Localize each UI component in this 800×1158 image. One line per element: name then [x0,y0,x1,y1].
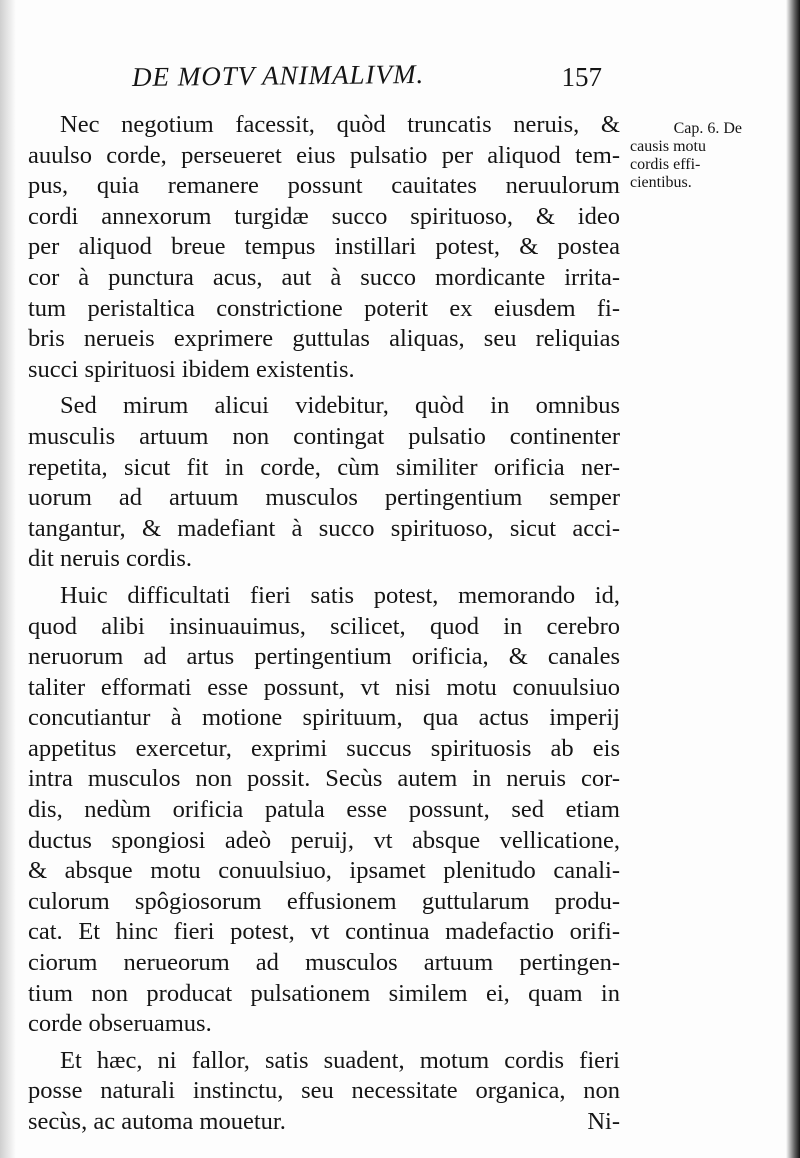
text-line: concutiantur à motione spirituum, qua actus imperij [28,704,620,732]
text-line: musculis artuum non contingat pulsatio continenter [28,422,620,450]
text-line: cor à punctura acus, aut à succo mordicante irrita- [28,263,620,291]
text-line: Sed mirum alicui videbitur, quòd in omnibus [60,392,620,420]
text-line: repetita, sicut fit in corde, cùm similiter orificia ner- [28,453,620,481]
text-line: pus, quia remanere possunt cauitates neruulorum [28,172,620,200]
text-line: quod alibi insinuauimus, scilicet, quod in cerebro [28,612,620,640]
text-line: Huic difficultati fieri satis potest, memorando id, [60,581,620,609]
text-line: uorum ad artuum musculos pertingentium semper [28,484,620,512]
text-line: culorum spôgiosorum effusionem guttularum produ- [28,887,620,915]
final-line [28,1107,620,1138]
text-line: neruorum ad artus pertingentium orificia, & canales [28,643,620,671]
text-line: tium non producat pulsationem similem ei, quam in [28,979,620,1007]
running-head [131,58,602,100]
text-line: corde obseruamus. [28,1010,212,1038]
text-line: secùs, ac automa mouetur. [28,1108,286,1135]
page-number: 157 [561,62,602,92]
text-line: ductus spongiosi adeò peruij, vt absque vellicatione, [28,826,620,854]
margin-note [630,120,742,192]
text-line: dis, nedùm orificia patula esse possunt, sed etiam [28,796,620,824]
text-line: taliter efformati esse possunt, vt nisi motu conuulsiuo [28,673,620,701]
text-line: & absque motu conuulsiuo, ipsamet plenitudo canali- [28,857,620,885]
text-line: Nec negotium facessit, quòd truncatis neruis, & [60,111,620,138]
text-line: succi spirituosi ibidem existentis. [28,355,355,383]
text-line: per aliquod breue tempus instillari potest, & postea [28,233,620,261]
paragraph [28,1046,620,1138]
catchword: Ni- [587,1108,620,1135]
text-line: cordi annexorum turgidæ succo spirituoso, & ideo [28,202,620,230]
text-line: cat. Et hinc fieri potest, vt continua madefactio orifi- [28,918,620,946]
margin-note-line: cordis effi- [630,156,701,173]
text-line: intra musculos non possit. Secùs autem in neruis cor- [28,765,620,793]
paragraph [28,391,620,575]
margin-note-line: causis motu [630,138,706,155]
text-line: tum peristaltica constrictione poterit ex eiusdem fi- [28,294,620,322]
text-line: auulso corde, perseueret eius pulsatio per aliquod tem- [28,141,620,169]
text-line: ciorum nerueorum ad musculos artuum pertingen- [28,949,620,977]
text-line: tangantur, & madefiant à succo spirituoso, sicut acci- [28,514,620,542]
text-line: dit neruis cordis. [28,545,192,573]
paragraph [28,110,620,385]
text-line: appetitus exercetur, exprimi succus spirituosis ab eis [28,734,620,762]
running-title: DE MOTV ANIMALIVM. [131,58,425,92]
text-line: posse naturali instinctu, seu necessitate organica, non [28,1077,620,1105]
text-line: bris nerueis exprimere guttulas aliquas, seu reliquias [28,325,620,353]
body-text [28,110,620,1138]
paragraph [28,581,620,1040]
margin-note-line: Cap. 6. De [673,120,742,137]
text-line: Et hæc, ni fallor, satis suadent, motum cordis fieri [60,1046,620,1074]
margin-note-line: cientibus. [630,174,692,191]
